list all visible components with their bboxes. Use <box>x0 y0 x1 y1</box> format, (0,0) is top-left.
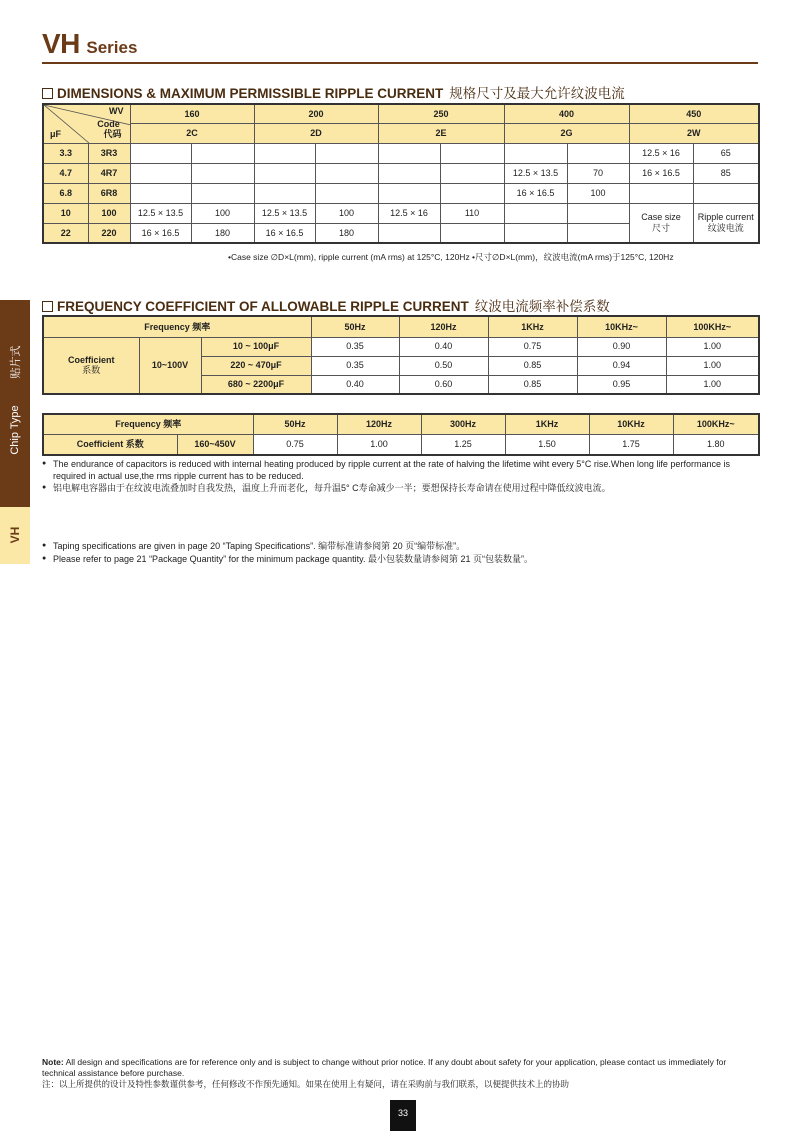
coef-value: 0.35 <box>311 356 399 375</box>
frequency-table-low-voltage <box>42 315 760 395</box>
section-title-cn: 规格尺寸及最大允许纹波电流 <box>449 86 625 101</box>
list-item: ● Taping specifications are given in page 20 “Taping Specifications”. 编带标准请参阅第 20 页“编带标准”。 <box>42 541 758 553</box>
section-title-dimensions <box>42 82 625 102</box>
cell <box>567 143 629 163</box>
footnote-cn: 注：以上所提供的设计及特性参数谨供参考，任何修改不作预先通知。如果在使用上有疑问，请在采购前与我们联系，以便提供技术上的协助 <box>42 1079 570 1090</box>
coef-value: 0.75 <box>488 337 577 356</box>
coef-value: 0.75 <box>253 434 337 455</box>
series-word: Series <box>86 38 138 57</box>
uf-value: 4.7 <box>43 163 88 183</box>
coef-value: 1.00 <box>337 434 421 455</box>
cell <box>315 143 378 163</box>
wv-160: 160 <box>130 104 254 123</box>
coef-value: 0.35 <box>311 337 399 356</box>
cell: 12.5 × 13.5 <box>254 203 315 223</box>
footnote-en: Note: All design and specifications are for reference only and is subject to change without prior notice. If any doubt about safety for your application, please contact us immediately for technical assistance before purchase. <box>42 1057 727 1079</box>
section-title-cn: 纹波电流频率补偿系数 <box>474 299 610 314</box>
uf-label: μF <box>50 129 62 139</box>
freq-300hz: 300Hz <box>421 414 505 434</box>
coef-value: 0.94 <box>577 356 666 375</box>
cell <box>378 183 440 203</box>
table-row <box>43 434 759 455</box>
cell <box>440 183 504 203</box>
wv-code-uf-header <box>43 104 130 143</box>
cell: 85 <box>693 163 759 183</box>
voltage-range: 160~450V <box>177 434 253 455</box>
row-code: 4R7 <box>88 163 130 183</box>
cell <box>567 203 629 223</box>
row-code: 6R8 <box>88 183 130 203</box>
dimensions-table <box>42 103 760 244</box>
cell <box>130 143 191 163</box>
freq-120hz: 120Hz <box>399 316 488 337</box>
cell <box>254 183 315 203</box>
cell <box>254 143 315 163</box>
coef-value: 0.90 <box>577 337 666 356</box>
coef-value: 0.40 <box>399 337 488 356</box>
coef-value: 0.40 <box>311 375 399 394</box>
freq-50hz: 50Hz <box>253 414 337 434</box>
code-label: Code 代码 <box>97 119 122 139</box>
list-item: ● Please refer to page 21 “Package Quantity” for the minimum package quantity. 最小包装数量请参阅第 21 页“包装数量”。 <box>42 554 758 566</box>
checkbox-square-icon <box>42 88 53 99</box>
coef-value: 1.50 <box>505 434 589 455</box>
cell <box>254 163 315 183</box>
cell <box>504 143 567 163</box>
wv-label: WV <box>109 106 124 116</box>
side-tab-series <box>0 507 30 564</box>
table-row <box>43 143 759 163</box>
cell <box>567 223 629 243</box>
coefficient-label: Coefficient 系数 <box>43 337 139 394</box>
coefficient-label: Coefficient 系数 <box>43 434 177 455</box>
wv-200: 200 <box>254 104 378 123</box>
dimensions-note: •Case size ∅D×L(mm), ripple current (mA rms) at 125°C, 120Hz •尺寸∅D×L(mm)，纹波电流(mA rms)于125°C, 120Hz <box>228 252 674 262</box>
coef-value: 1.00 <box>666 356 759 375</box>
page-number: 33 <box>390 1100 416 1131</box>
table-row <box>43 337 759 356</box>
side-tab-series-label: VH <box>8 526 22 544</box>
code-2c: 2C <box>130 123 254 143</box>
wv-450: 450 <box>629 104 759 123</box>
freq-100khz: 100KHz~ <box>666 316 759 337</box>
cell: 12.5 × 13.5 <box>504 163 567 183</box>
coef-value: 1.25 <box>421 434 505 455</box>
frequency-table-high-voltage <box>42 413 760 456</box>
code-2d: 2D <box>254 123 378 143</box>
wv-250: 250 <box>378 104 504 123</box>
cell: 12.5 × 16 <box>378 203 440 223</box>
cell <box>378 223 440 243</box>
wv-400: 400 <box>504 104 629 123</box>
frequency-header: Frequency 频率 <box>43 316 311 337</box>
freq-50hz: 50Hz <box>311 316 399 337</box>
table-row <box>43 183 759 203</box>
row-code: 3R3 <box>88 143 130 163</box>
cell <box>693 183 759 203</box>
code-2g: 2G <box>504 123 629 143</box>
cell <box>629 183 693 203</box>
table-row <box>43 203 759 223</box>
cell: 110 <box>440 203 504 223</box>
cell: 100 <box>567 183 629 203</box>
cell: 65 <box>693 143 759 163</box>
uf-value: 10 <box>43 203 88 223</box>
uf-value: 22 <box>43 223 88 243</box>
cell: 16 × 16.5 <box>504 183 567 203</box>
capacitance-range: 220 ~ 470μF <box>201 356 311 375</box>
cell <box>191 163 254 183</box>
cell: 180 <box>315 223 378 243</box>
page-header <box>42 28 137 60</box>
cell: 70 <box>567 163 629 183</box>
header-rule <box>42 62 758 64</box>
list-item: ● The endurance of capacitors is reduced with internal heating produced by ripple current at the rate of halving the lifetime wiht every 5°C rise.When long life performance is required in actual use,the rms ripple current has to be reduced. <box>42 459 758 482</box>
cell <box>315 183 378 203</box>
freq-10khz: 10KHz~ <box>577 316 666 337</box>
cell <box>440 143 504 163</box>
cell <box>378 163 440 183</box>
capacitance-range: 680 ~ 2200μF <box>201 375 311 394</box>
coef-value: 0.95 <box>577 375 666 394</box>
cell: 180 <box>191 223 254 243</box>
series-name: VH <box>42 28 80 59</box>
cell <box>130 183 191 203</box>
cell: 16 × 16.5 <box>254 223 315 243</box>
freq-10khz: 10KHz <box>589 414 673 434</box>
side-tab-cn: 贴片式 <box>10 345 22 379</box>
coef-value: 1.00 <box>666 337 759 356</box>
uf-value: 3.3 <box>43 143 88 163</box>
coef-value: 0.60 <box>399 375 488 394</box>
code-2e: 2E <box>378 123 504 143</box>
section-title-en: FREQUENCY COEFFICIENT OF ALLOWABLE RIPPLE CURRENT <box>57 299 469 314</box>
freq-100khz: 100KHz~ <box>673 414 759 434</box>
freq-1khz: 1KHz <box>505 414 589 434</box>
cell: 16 × 16.5 <box>130 223 191 243</box>
voltage-range: 10~100V <box>139 337 201 394</box>
cell: 12.5 × 13.5 <box>130 203 191 223</box>
cell <box>378 143 440 163</box>
row-code: 100 <box>88 203 130 223</box>
frequency-header: Frequency 频率 <box>43 414 253 434</box>
reference-notes <box>42 541 758 566</box>
cell <box>504 203 567 223</box>
freq-1khz: 1KHz <box>488 316 577 337</box>
footnote <box>42 1057 758 1090</box>
ripple-notes <box>42 459 758 496</box>
checkbox-square-icon <box>42 301 53 312</box>
cell <box>130 163 191 183</box>
side-tab-en: Chip Type <box>9 405 21 455</box>
table-row <box>43 163 759 183</box>
cell <box>440 223 504 243</box>
cell: 100 <box>191 203 254 223</box>
coef-value: 0.85 <box>488 375 577 394</box>
uf-value: 6.8 <box>43 183 88 203</box>
coef-value: 1.00 <box>666 375 759 394</box>
cell <box>315 163 378 183</box>
capacitance-range: 10 ~ 100μF <box>201 337 311 356</box>
cell: 100 <box>315 203 378 223</box>
cell <box>440 163 504 183</box>
cell <box>191 183 254 203</box>
list-item: ● 铝电解电容器由于在纹波电流叠加时自我发热，温度上升而老化，每升温5° C寿命减少一半；要想保持长寿命请在使用过程中降低纹波电流。 <box>42 483 758 495</box>
row-code: 220 <box>88 223 130 243</box>
legend-case-size: Case size 尺寸 <box>629 203 693 243</box>
cell: 12.5 × 16 <box>629 143 693 163</box>
coef-value: 1.75 <box>589 434 673 455</box>
legend-ripple-current: Ripple current 纹波电流 <box>693 203 759 243</box>
cell <box>191 143 254 163</box>
code-2w: 2W <box>629 123 759 143</box>
coef-value: 0.50 <box>399 356 488 375</box>
cell <box>504 223 567 243</box>
side-tab-chip-type <box>0 300 30 507</box>
freq-120hz: 120Hz <box>337 414 421 434</box>
coef-value: 1.80 <box>673 434 759 455</box>
cell: 16 × 16.5 <box>629 163 693 183</box>
coef-value: 0.85 <box>488 356 577 375</box>
section-title-frequency <box>42 295 610 315</box>
section-title-en: DIMENSIONS & MAXIMUM PERMISSIBLE RIPPLE CURRENT <box>57 86 444 101</box>
